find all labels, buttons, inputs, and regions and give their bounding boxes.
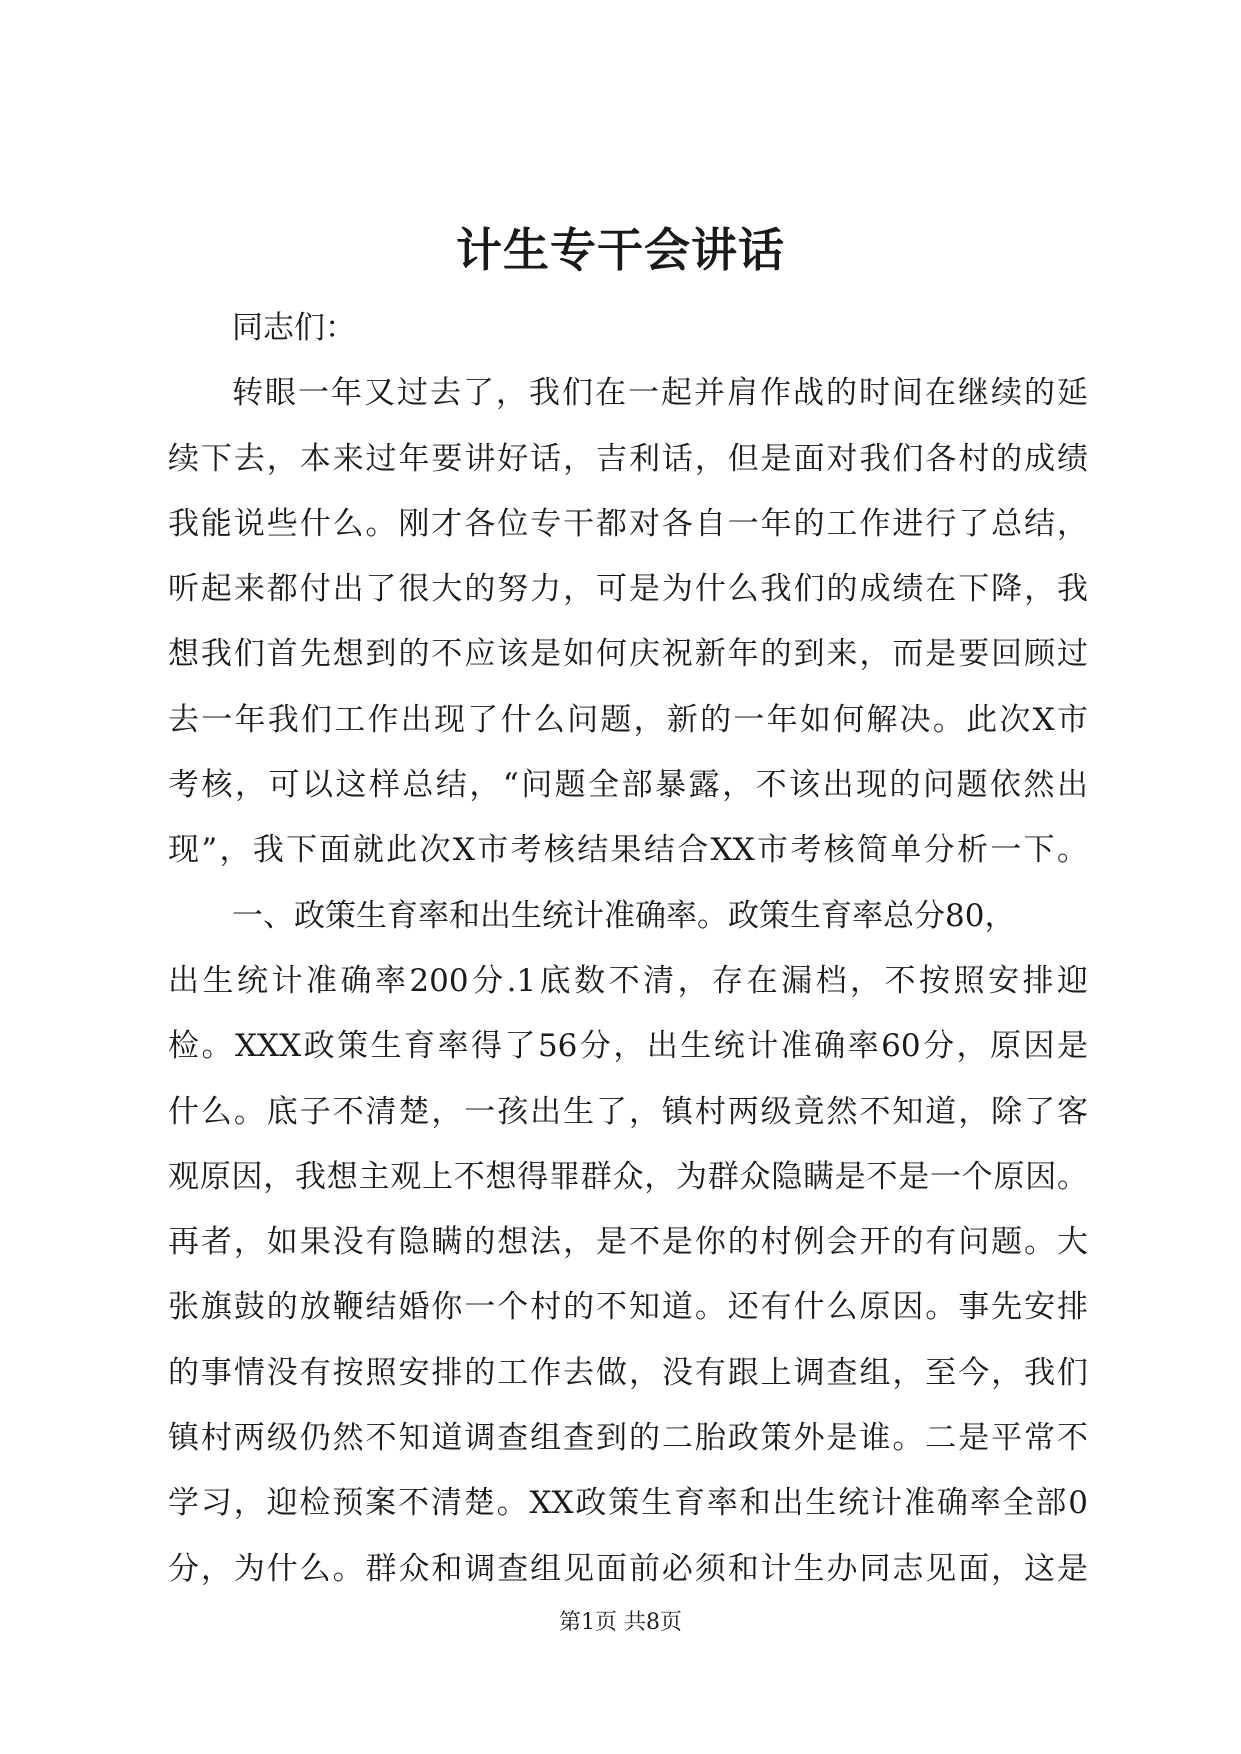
text-line: 考核，可以这样总结，“问题全部暴露，不该出现的问题依然出 [168,767,1088,804]
text-line: 听起来都付出了很大的努力，可是为什么我们的成绩在下降，我 [168,571,1088,608]
text-line: 学习，迎检预案不清楚。XX政策生育率和出生统计准确率全部0 [168,1485,1088,1522]
document-body [168,296,1088,1602]
text-line: 什么。底子不清楚，一孩出生了，镇村两级竟然不知道，除了客 [168,1093,1088,1130]
text-line: 分，为什么。群众和调查组见面前必须和计生办同志见面，这是 [168,1550,1088,1587]
text-line: 现”，我下面就此次X市考核结果结合XX市考核简单分析一下。 [168,832,1088,869]
text-line: 我能说些什么。刚才各位专干都对各自一年的工作进行了总结， [168,505,1088,542]
text-line: 转眼一年又过去了，我们在一起并肩作战的时间在继续的延 [232,375,1088,412]
text-line: 想我们首先想到的不应该是如何庆祝新年的到来，而是要回顾过 [168,636,1088,673]
text-line: 再者，如果没有隐瞒的想法，是不是你的村例会开的有问题。大 [168,1224,1088,1261]
text-line: 张旗鼓的放鞭结婚你一个村的不知道。还有什么原因。事先安排 [168,1289,1088,1326]
text-line: 出生统计准确率200分.1底数不清，存在漏档，不按照安排迎 [168,962,1088,999]
text-line: 一、政策生育率和出生统计准确率。政策生育率总分80， [232,897,1016,934]
text-line: 镇村两级仍然不知道调查组查到的二胎政策外是谁。二是平常不 [168,1420,1088,1457]
text-line: 同志们： [232,310,356,346]
page-number-footer: 第1页 共8页 [559,1610,682,1635]
text-line: 观原因，我想主观上不想得罪群众，为群众隐瞒是不是一个原因。 [168,1158,1088,1195]
text-line: 续下去，本来过年要讲好话，吉利话，但是面对我们各村的成绩 [168,440,1088,477]
document-title: 计生专干会讲话 [456,223,785,277]
text-line: 检。XXX政策生育率得了56分，出生统计准确率60分，原因是 [168,1028,1088,1065]
text-line: 去一年我们工作出现了什么问题，新的一年如何解决。此次X市 [168,701,1088,738]
text-line: 的事情没有按照安排的工作去做，没有跟上调查组，至今，我们 [168,1354,1088,1391]
